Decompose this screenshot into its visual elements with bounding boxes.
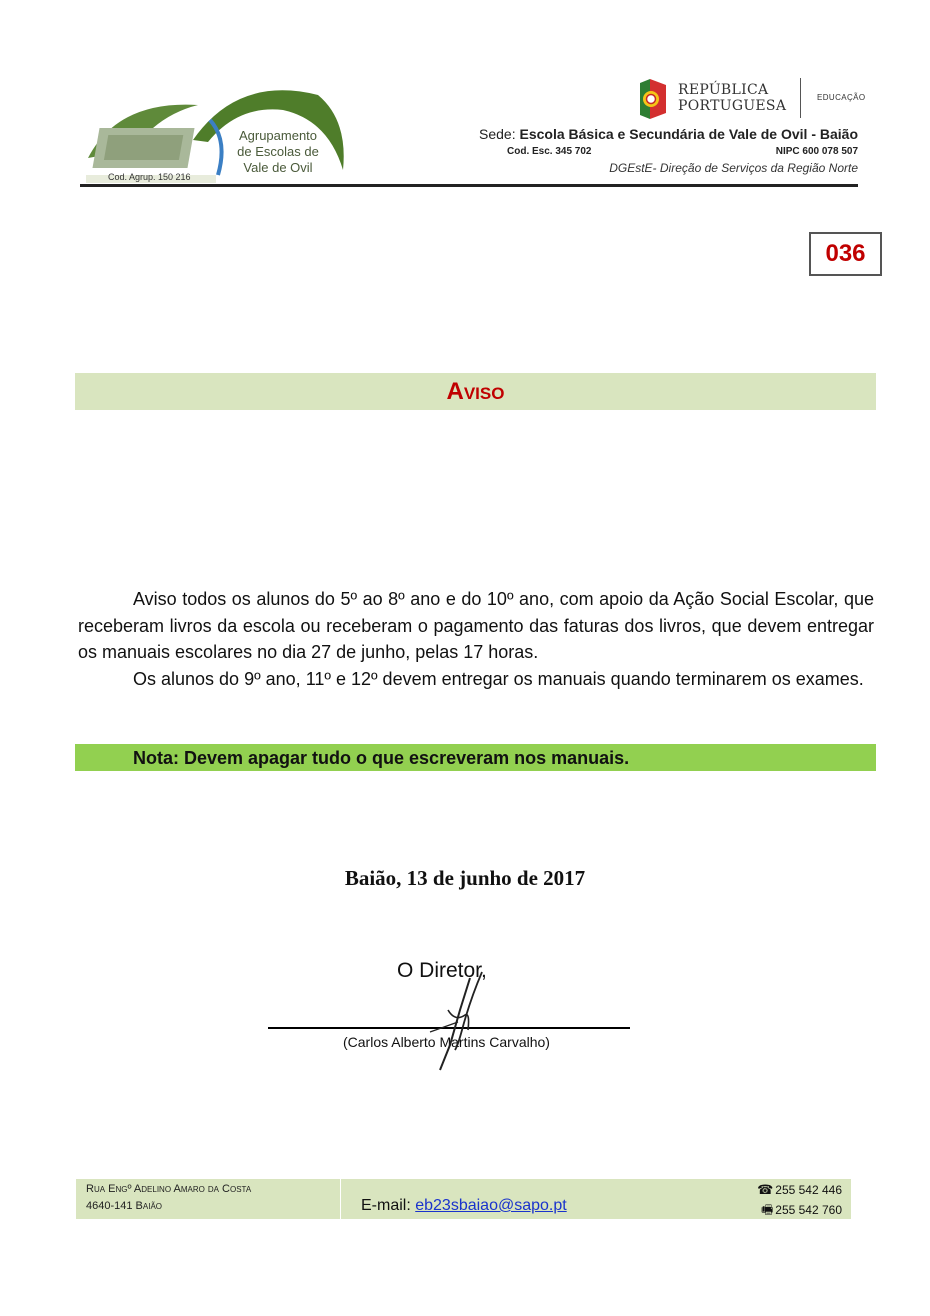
header-logo-divider xyxy=(800,78,801,118)
footer-divider xyxy=(340,1179,341,1219)
republic-line1: REPÚBLICA xyxy=(678,82,769,98)
phone-number: 255 542 446 xyxy=(775,1183,842,1197)
ministry-label: EDUCAÇÃO xyxy=(817,93,866,102)
address-line-1: Rua Engº Adelino Amaro da Costa xyxy=(86,1183,252,1195)
signature-name: (Carlos Alberto Martins Carvalho) xyxy=(343,1034,550,1050)
fax-icon: 🖷 xyxy=(760,1203,774,1218)
fax-line xyxy=(761,1201,842,1223)
note-text: Nota: Devem apagar tudo o que escreveram nos manuais. xyxy=(133,748,630,768)
school-code: Cod. Esc. 345 702 xyxy=(507,146,592,157)
header-rule xyxy=(80,184,858,187)
sede-label: Sede: xyxy=(479,126,516,142)
dgeste-line: DGEstE- Direção de Serviços da Região Norte xyxy=(609,161,858,175)
signature-role: O Diretor, xyxy=(397,959,487,982)
email-label: E-mail: xyxy=(361,1197,411,1214)
page-title: Aviso xyxy=(446,378,505,405)
body-paragraph-1: Aviso todos os alunos do 5º ao 8º ano e do 10º ano, com apoio da Ação Social Escolar, que receberam livros da escola ou receberam o pagamento das faturas dos livros, que devem entregar os manuais escolares no dia 27 de junho, pelas 17 horas. xyxy=(78,589,874,662)
republic-emblem-icon xyxy=(636,77,670,121)
agrupamento-line3: Vale de Ovil xyxy=(243,160,313,175)
document-number-box: 036 xyxy=(809,232,882,276)
agrupamento-name xyxy=(218,128,338,176)
notice-body xyxy=(78,586,874,692)
republic-line2: PORTUGUESA xyxy=(678,98,787,114)
republic-name xyxy=(678,82,786,114)
agrupamento-line2: de Escolas de xyxy=(237,144,319,159)
sede-line xyxy=(479,126,858,142)
body-paragraph-2: Os alunos do 9º ano, 11º e 12º devem entregar os manuais quando terminarem os exames. xyxy=(133,668,864,689)
phone-line xyxy=(757,1183,842,1198)
agrupamento-code: Cod. Agrup. 150 216 xyxy=(108,172,191,182)
telephone-icon: ☎ xyxy=(757,1183,774,1198)
sede-school: Escola Básica e Secundária de Vale de Ovil - Baião xyxy=(519,126,858,142)
date-line: Baião, 13 de junho de 2017 xyxy=(344,866,586,890)
address-line-2: 4640-141 Baião xyxy=(86,1200,162,1212)
handwritten-signature xyxy=(410,970,510,1075)
nipc: NIPC 600 078 507 xyxy=(775,146,858,157)
email-link[interactable]: eb23sbaiao@sapo.pt xyxy=(415,1197,567,1214)
email-line xyxy=(361,1197,567,1215)
agrupamento-line1: Agrupamento xyxy=(238,128,318,143)
fax-number: 255 542 760 xyxy=(775,1203,842,1217)
